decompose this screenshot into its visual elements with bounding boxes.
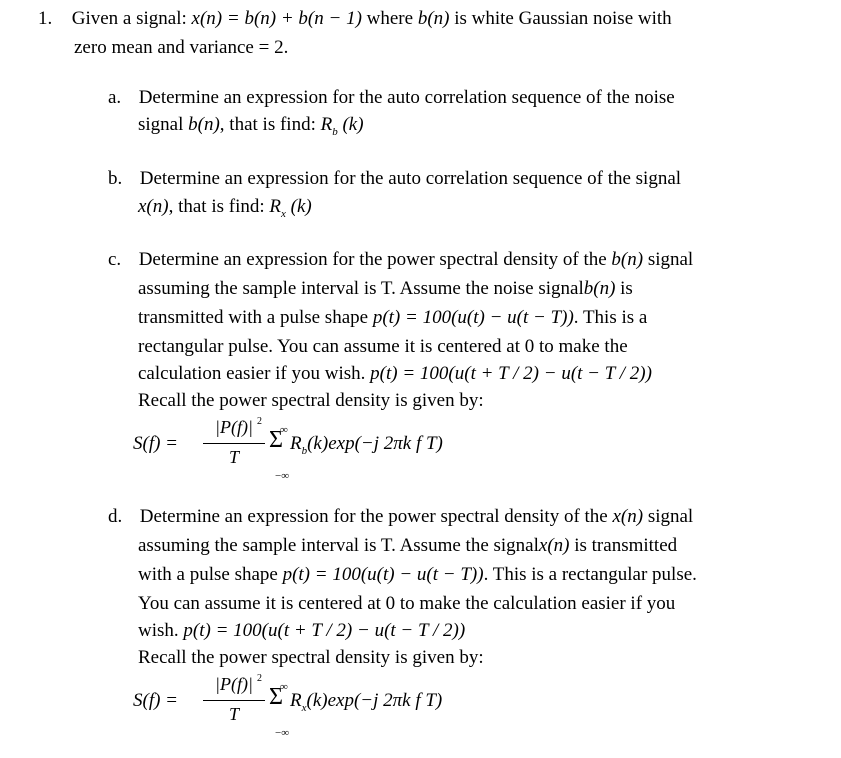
part-d-line-3 [138,564,697,586]
sum-upper-limit: ∞ [280,681,288,693]
part-d-text-5: with a pulse shape [138,564,278,585]
part-c-text-5: transmitted with a pulse shape [138,307,369,328]
part-d-symbol: x(n) [612,506,644,527]
part-c-text-9: Recall the power spectral density is given by: [138,390,484,411]
autocorr-arg: (k) [342,114,364,135]
part-b-label: b. [108,168,123,189]
part-d-text-8: wish. [138,620,179,641]
part-d-line-4 [138,593,675,615]
pulse-equation: p(t) = 100(u(t) − u(t − T)) [372,307,574,328]
intro-text-3: is white Gaussian noise with [454,8,672,29]
formula-rhs [290,433,443,462]
autocorr-symbol: R [320,114,333,135]
part-b-line-1 [108,168,681,190]
autocorr-symbol: R [290,690,302,711]
formula-numerator-text: |P(f)| [215,417,253,437]
pulse-equation: p(t) = 100(u(t) − u(t − T)) [282,564,484,585]
part-d-text-9: Recall the power spectral density is given by: [138,647,484,668]
part-c-text-8: calculation easier if you wish. [138,363,366,384]
part-a-line-1 [108,87,675,109]
autocorr-subscript: b [301,444,308,457]
pulse-equation-centered: p(t) = 100(u(t + T / 2) − u(t − T / 2)) [370,363,652,384]
part-c-text-6: . This is a [573,307,648,328]
part-a-symbol: b(n) [188,114,220,135]
part-c-line-5 [138,363,652,385]
formula-fraction-bar [203,443,265,444]
signal-equation: x(n) = b(n) + b(n − 1) [191,8,362,29]
part-c-text-2: signal [647,249,694,270]
formula-lhs: S(f) = [133,690,179,711]
part-c-symbol-2: b(n) [583,278,616,299]
intro-text: Given a signal: [71,8,187,29]
formula-rhs [290,690,442,719]
part-d-text: Determine an expression for the power spectral density of the [139,506,608,527]
sum-lower-limit: −∞ [275,470,290,482]
pulse-equation-centered: p(t) = 100(u(t + T / 2) − u(t − T / 2)) [183,620,466,641]
intro-text-2: where [366,8,414,29]
sum-symbol: Σ [269,684,283,710]
sum-upper-limit: ∞ [280,424,288,436]
part-b-text-2: , that is find: [168,196,265,217]
part-c-text: Determine an expression for the power spectral density of the [138,249,607,270]
part-c-text-3: assuming the sample interval is T. Assume the noise signal [138,278,584,299]
formula-square: 2 [257,416,262,427]
formula-numerator-text: |P(f)| [215,674,253,694]
part-c-line-1 [108,249,693,271]
part-c-line-6 [138,390,484,412]
part-d-label: d. [108,506,123,527]
part-d-text-3: assuming the sample interval is T. Assume the signal [138,535,539,556]
autocorr-subscript: x [301,701,307,714]
part-d-line-5 [138,620,465,642]
part-c-symbol: b(n) [611,249,644,270]
autocorr-symbol: R [290,433,302,454]
part-d-line-2 [138,535,677,557]
part-d-text-2: signal [647,506,694,527]
part-b-text: Determine an expression for the auto correlation sequence of the signal [139,168,682,189]
formula-denominator: T [228,447,239,467]
autocorr-arg: (k) [290,196,312,217]
part-d-line-6 [138,647,484,669]
part-d-symbol-2: x(n) [538,535,570,556]
part-b-symbol: x(n) [138,196,169,217]
sum-symbol: Σ [269,427,283,453]
part-d-line-1 [108,506,693,528]
question-number: 1. [38,8,53,29]
part-c-text-4: is [620,278,633,299]
formula-lhs: S(f) = [133,433,179,454]
sum-lower-limit: −∞ [275,727,290,739]
formula-fraction-bar [203,700,265,701]
part-a-label: a. [108,87,122,108]
part-c-line-4 [138,336,628,358]
autocorr-subscript: x [281,207,286,220]
part-a-text-2: signal [138,114,184,135]
question-1-line-2 [74,37,288,59]
autocorr-symbol: R [269,196,282,217]
part-b-line-2 [138,196,312,225]
question-1-line-1 [38,8,672,30]
intro-text-4: zero mean and variance = 2. [74,37,289,58]
noise-symbol: b(n) [417,8,450,29]
part-d-text-4: is transmitted [574,535,678,556]
autocorr-subscript: b [332,125,338,138]
part-d-text-7: You can assume it is centered at 0 to make the calculation easier if you [138,593,676,614]
part-c-line-2 [138,278,633,300]
part-c-line-3 [138,307,647,329]
part-a-text: Determine an expression for the auto correlation sequence of the noise [138,87,675,108]
formula-exp: (k)exp(−j 2πk f T) [306,690,443,711]
formula-square: 2 [257,673,262,684]
part-d-text-6: . This is a rectangular pulse. [483,564,697,585]
formula-exp: (k)exp(−j 2πk f T) [307,433,443,454]
part-a-text-3: , that is find: [219,114,316,135]
part-c-label: c. [108,249,122,270]
part-a-line-2 [138,114,364,143]
formula-denominator: T [228,704,239,724]
part-c-text-7: rectangular pulse. You can assume it is centered at 0 to make the [138,336,628,357]
